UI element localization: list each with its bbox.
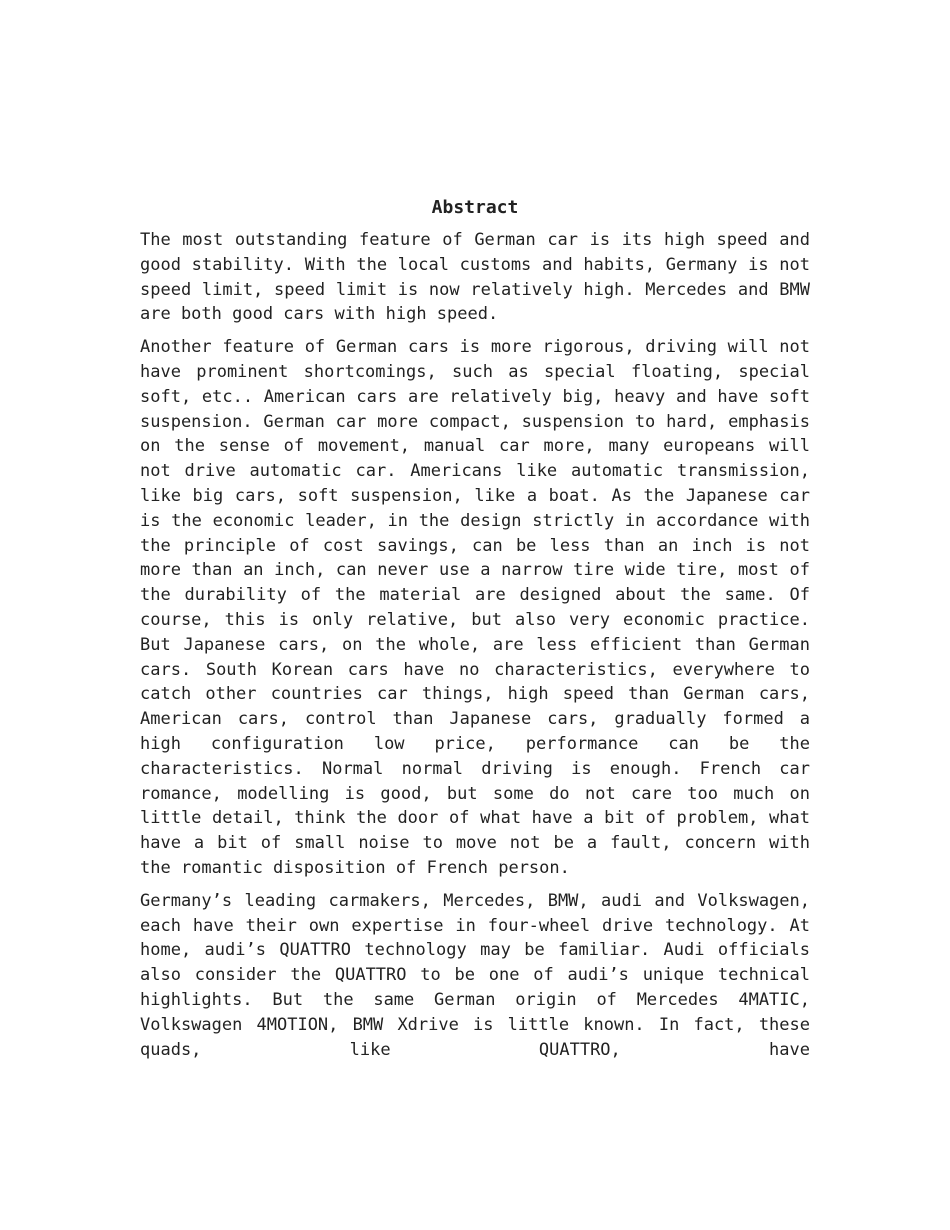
paragraph-2: Another feature of German cars is more rigorous, driving will not have prominent shortcomings, such as special floating, special soft, etc.. American cars are relatively big, heavy and have soft suspension. German car more compact, suspension to hard, emphasis on the sense of movement, manual car more, many europeans will not drive automatic car. Americans like automatic transmission, like big cars, soft suspension, like a boat. As the Japanese car is the economic leader, in the design strictly in accordance with the principle of cost savings, can be less than an inch is not more than an inch, can never use a narrow tire wide tire, most of the durability of the material are designed about the same. Of course, this is only relative, but also very economic practice. But Japanese cars, on the whole, are less efficient than German cars. South Korean cars have no characteristics, everywhere to catch other countries car things, high speed than German cars, American cars, control than Japanese cars, gradually formed a high configuration low price, performance can be the characteristics. Normal normal driving is enough. French car romance, modelling is good, but some do not care too much on little detail, think the door of what have a bit of problem, what have a bit of small noise to move not be a fault, concern with the romantic disposition of French person. [140,337,810,878]
paragraph-3: Germany’s leading carmakers, Mercedes, BMW, audi and Volkswagen, each have their own expertise in four-wheel drive technology. At home, audi’s QUATTRO technology may be familiar. Audi officials also consider the QUATTRO to be one of audi’s unique technical highlights. But the same German origin of Mercedes 4MATIC, Volkswagen 4MOTION, BMW Xdrive is little known. In fact, these quads, like QUATTRO, have [140,890,810,1060]
paragraph-1: The most outstanding feature of German car is its high speed and good stability. With the local customs and habits, Germany is not speed limit, speed limit is now relatively high. Mercedes and BMW are both good cars with high speed. [140,230,810,325]
document-body [140,196,810,1070]
page-title: Abstract [431,197,519,218]
